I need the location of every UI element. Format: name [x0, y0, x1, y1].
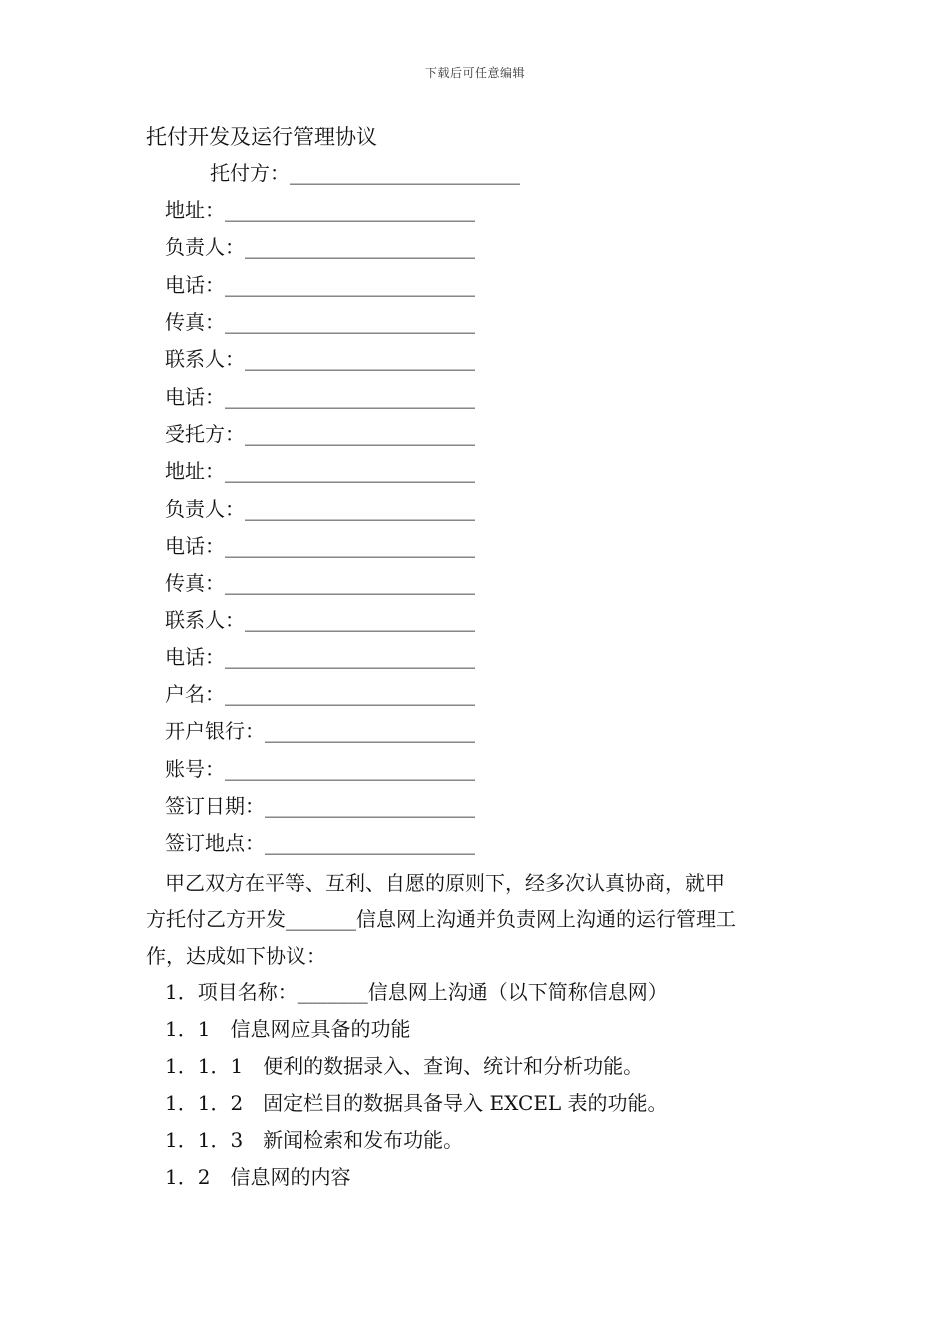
- field-label: 负责人：: [165, 235, 245, 259]
- field-label: 电话：: [165, 534, 225, 558]
- field-blank: _______________________: [245, 347, 475, 371]
- field-line: [165, 830, 475, 856]
- field-line: [165, 570, 475, 596]
- field-line: [165, 309, 475, 335]
- body-paragraph-line: 作，达成如下协议：: [146, 944, 326, 968]
- field-blank: _________________________: [225, 682, 475, 706]
- field-line: [165, 793, 475, 819]
- field-blank: _________________________: [225, 273, 475, 297]
- field-label: 开户银行：: [165, 719, 265, 743]
- field-blank: _____________________: [265, 794, 475, 818]
- list-item: 1．1．2 固定栏目的数据具备导入 EXCEL 表的功能。: [165, 1091, 668, 1115]
- field-blank: _________________________: [225, 757, 475, 781]
- list-item: 1．2 信息网的内容: [165, 1165, 351, 1189]
- field-label: 账号：: [165, 757, 225, 781]
- field-label: 联系人：: [165, 347, 245, 371]
- field-line: [165, 607, 475, 633]
- field-label: 地址：: [165, 198, 225, 222]
- document-title: 托付开发及运行管理协议: [146, 125, 377, 149]
- field-line: [165, 644, 475, 670]
- field-line: [165, 421, 475, 447]
- field-line: [165, 681, 475, 707]
- list-item: 1．1．1 便利的数据录入、查询、统计和分析功能。: [165, 1054, 644, 1078]
- field-blank: _______________________: [245, 497, 475, 521]
- field-blank: _________________________: [225, 198, 475, 222]
- field-label: 电话：: [165, 385, 225, 409]
- list-item: 1．1 信息网应具备的功能: [165, 1017, 411, 1041]
- list-item: 1．1．3 新闻检索和发布功能。: [165, 1128, 464, 1152]
- field-blank: _________________________: [225, 459, 475, 483]
- page-header-note: 下载后可任意编辑: [424, 66, 525, 80]
- field-blank: _________________________: [225, 571, 475, 595]
- field-line: [165, 718, 475, 744]
- list-item: 1．项目名称：_______信息网上沟通（以下简称信息网）: [165, 980, 668, 1004]
- field-line: [165, 234, 475, 260]
- field-blank: _______________________: [245, 235, 475, 259]
- field-label: 电话：: [165, 645, 225, 669]
- field-label: 地址：: [165, 459, 225, 483]
- body-paragraph-line: 方托付乙方开发_______信息网上沟通并负责网上沟通的运行管理工: [146, 907, 736, 931]
- body-paragraph-line: 甲乙双方在平等、互利、自愿的原则下，经多次认真协商，就甲: [165, 871, 725, 895]
- field-line: [165, 496, 475, 522]
- field-label: 负责人：: [165, 497, 245, 521]
- field-blank: _________________________: [225, 645, 475, 669]
- field-blank: _____________________: [265, 831, 475, 855]
- field-line: [165, 346, 475, 372]
- field-label: 电话：: [165, 273, 225, 297]
- field-label: 传真：: [165, 310, 225, 334]
- field-label: 签订日期：: [165, 794, 265, 818]
- field-line: [165, 272, 475, 298]
- field-label: 传真：: [165, 571, 225, 595]
- field-label: 户名：: [165, 682, 225, 706]
- field-blank: _________________________: [225, 534, 475, 558]
- field-blank: _________________________: [225, 385, 475, 409]
- field-line: [210, 160, 520, 186]
- field-blank: _______________________: [245, 422, 475, 446]
- field-blank: _______________________: [245, 608, 475, 632]
- field-label: 联系人：: [165, 608, 245, 632]
- field-blank: _____________________: [265, 719, 475, 743]
- field-label: 托付方：: [210, 161, 290, 185]
- field-label: 签订地点：: [165, 831, 265, 855]
- field-line: [165, 197, 475, 223]
- field-line: [165, 756, 475, 782]
- field-blank: _________________________: [225, 310, 475, 334]
- field-line: [165, 533, 475, 559]
- field-blank: _______________________: [290, 161, 520, 185]
- field-line: [165, 384, 475, 410]
- field-label: 受托方：: [165, 422, 245, 446]
- field-line: [165, 458, 475, 484]
